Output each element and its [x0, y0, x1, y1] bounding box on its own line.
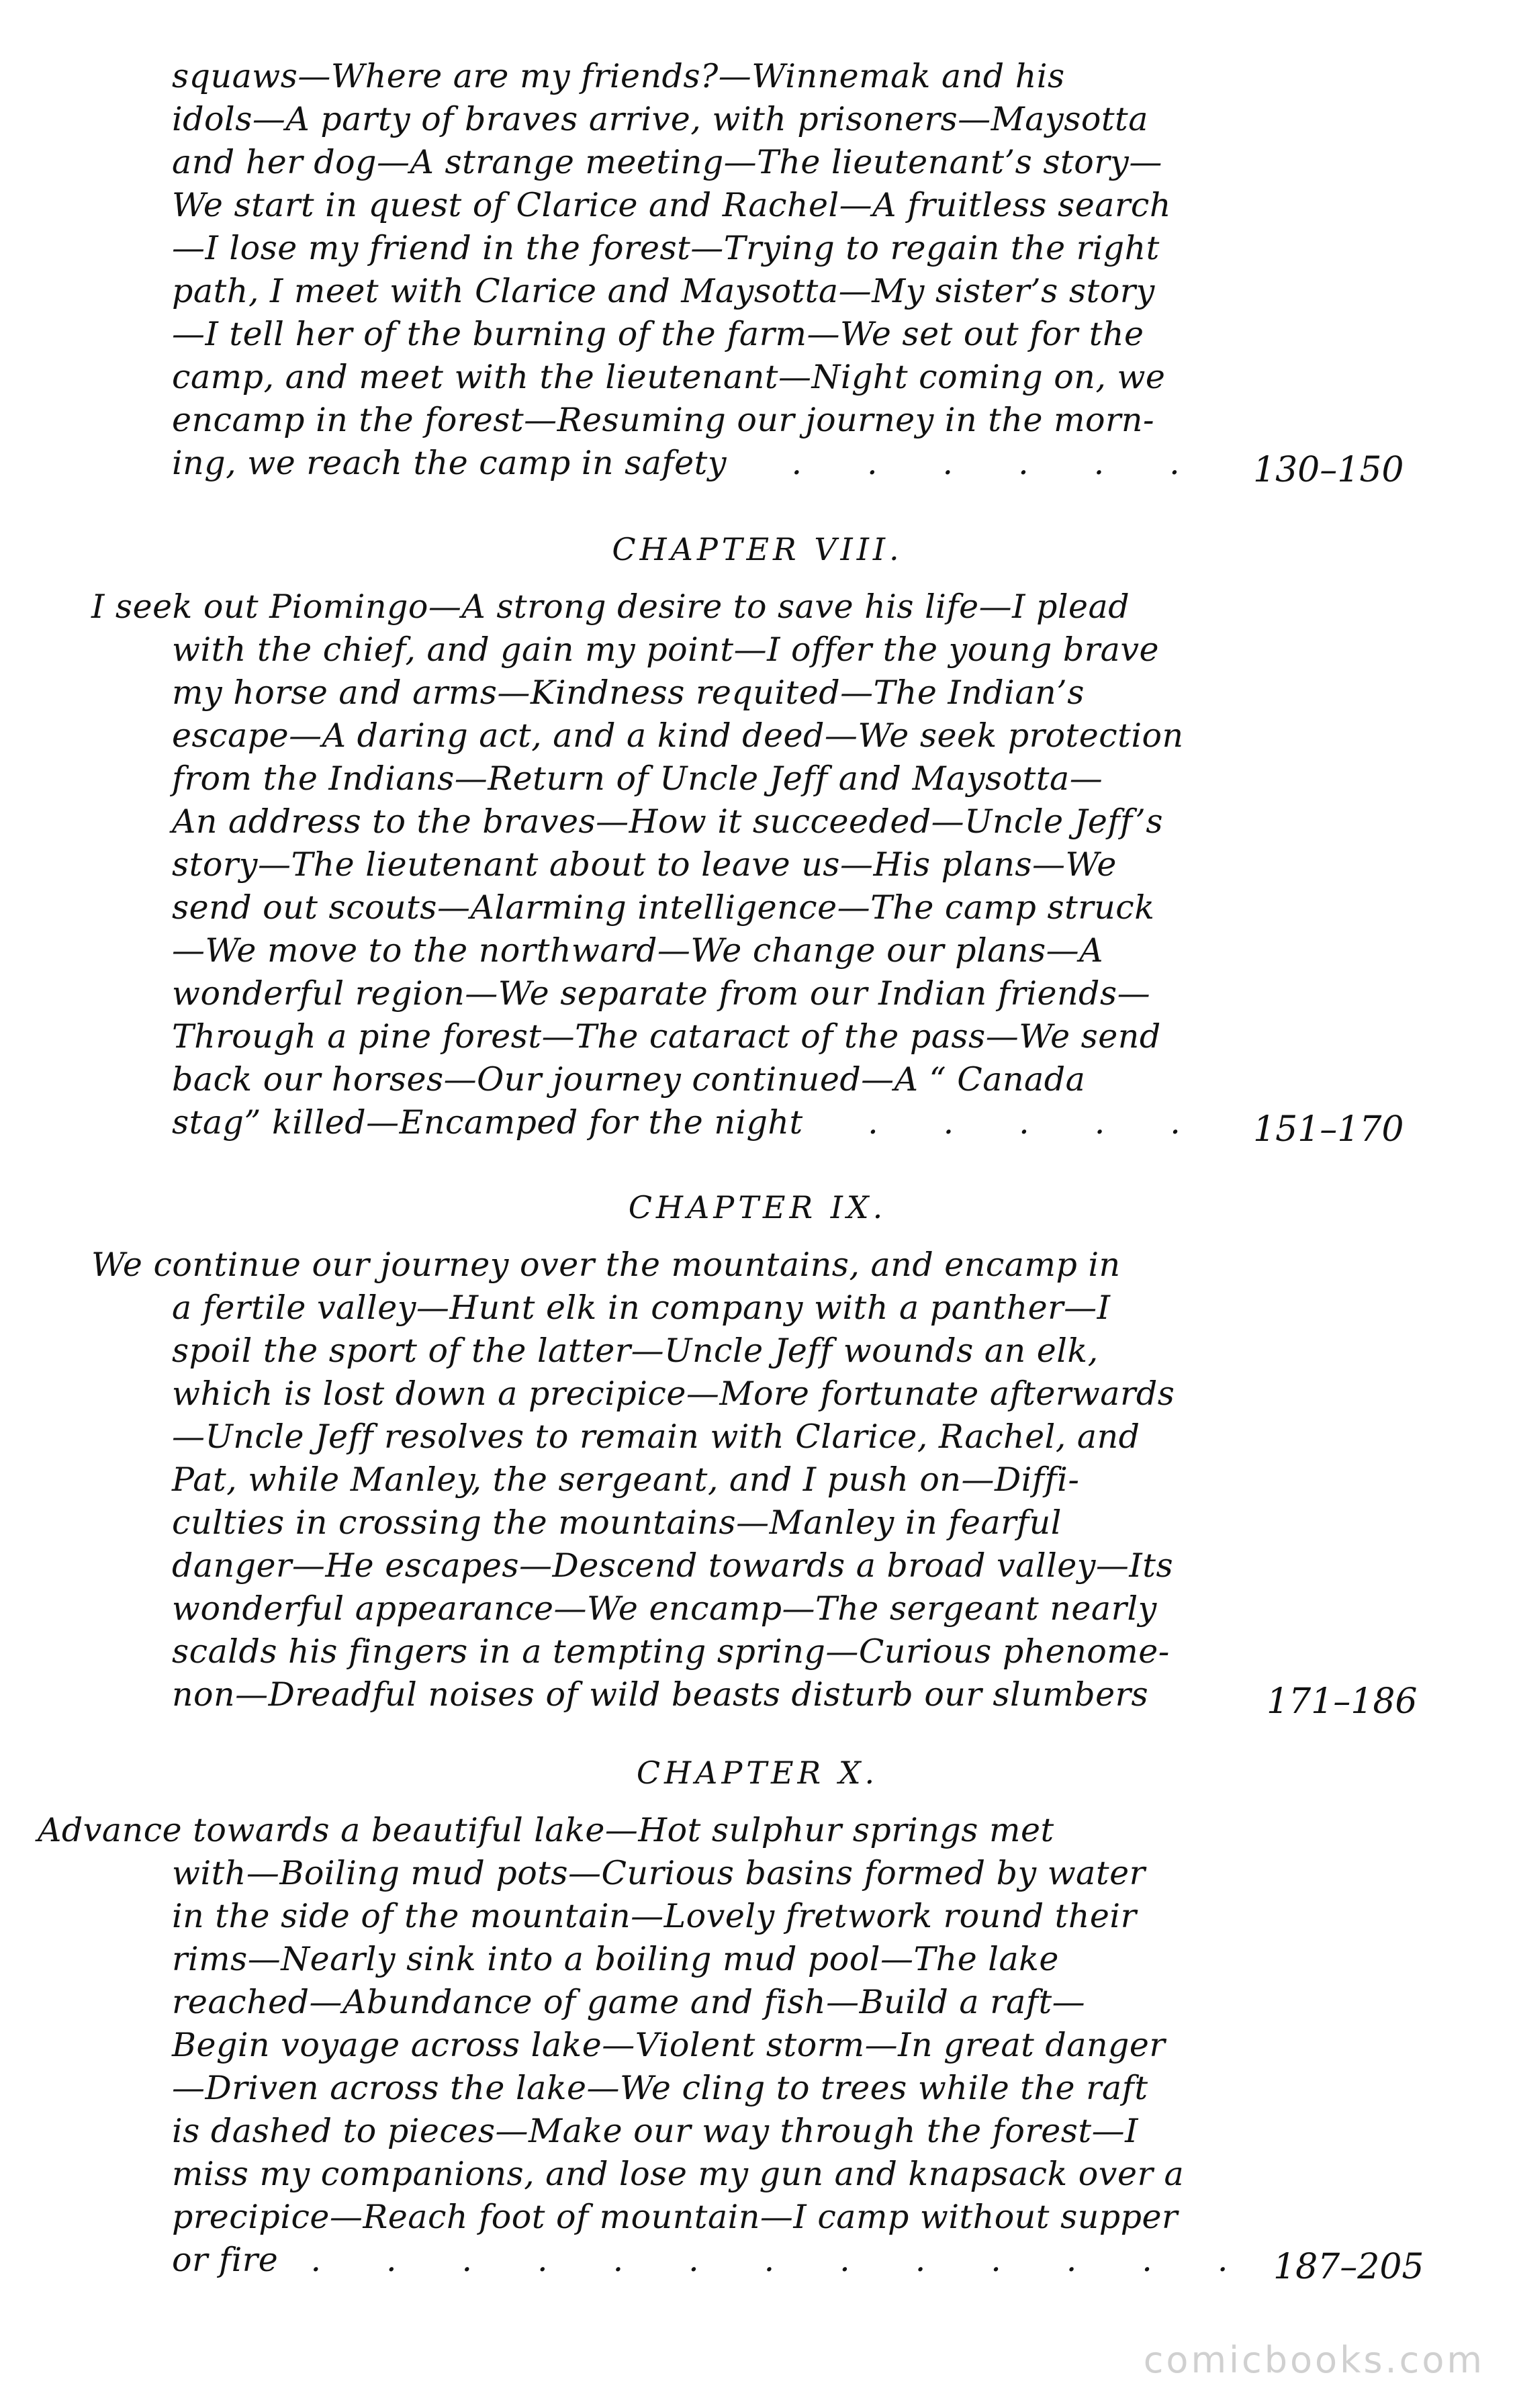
- toc-line: encamp in the forest—Resuming our journey in the morn-: [172, 401, 1155, 439]
- toc-line: escape—A daring act, and a kind deed—We seek protection: [172, 716, 1184, 755]
- toc-line: —Uncle Jeff resolves to remain with Clarice, Rachel, and: [172, 1418, 1140, 1456]
- toc-line: reached—Abundance of game and fish—Build a raft—: [172, 1983, 1086, 2021]
- toc-line: back our horses—Our journey continued—A “ Canada: [172, 1060, 1086, 1099]
- toc-line: in the side of the mountain—Lovely fretwork round their: [172, 1897, 1137, 1935]
- toc-line: send out scouts—Alarming intelligence—The camp struck: [172, 888, 1155, 927]
- toc-line: wonderful region—We separate from our Indian friends—: [172, 974, 1151, 1013]
- toc-line: idols—A party of braves arrive, with prisoners—Maysotta: [172, 100, 1148, 138]
- toc-line: squaws—Where are my friends?—Winnemak and his: [172, 57, 1065, 95]
- site-watermark: comicbooks.com: [1143, 2339, 1485, 2381]
- toc-line: precipice—Reach foot of mountain—I camp without supper: [172, 2198, 1178, 2236]
- toc-line: miss my companions, and lose my gun and knapsack over a: [172, 2155, 1185, 2193]
- chapter-heading: CHAPTER IX.: [628, 1189, 887, 1225]
- page-range: 151–170: [1253, 1109, 1404, 1150]
- toc-line: —We move to the northward—We change our plans—A: [172, 931, 1103, 970]
- chapter-heading: CHAPTER VIII.: [612, 531, 903, 567]
- toc-line: Pat, while Manley, the sergeant, and I push on—Diffi-: [172, 1461, 1080, 1499]
- toc-line: Begin voyage across lake—Violent storm—In great danger: [172, 2026, 1166, 2064]
- toc-line: from the Indians—Return of Uncle Jeff and Maysotta—: [172, 759, 1103, 798]
- toc-line: path, I meet with Clarice and Maysotta—My sister’s story: [172, 272, 1155, 310]
- toc-line: spoil the sport of the latter—Uncle Jeff wounds an elk,: [172, 1332, 1099, 1370]
- toc-line: or fire . . . . . . . . . . . . .: [172, 2241, 1228, 2279]
- toc-line: story—The lieutenant about to leave us—His plans—We: [172, 845, 1117, 884]
- toc-line: which is lost down a precipice—More fortunate afterwards: [172, 1375, 1175, 1413]
- toc-line: I seek out Piomingo—A strong desire to save his life—I plead: [91, 588, 1130, 626]
- page-range: 130–150: [1253, 450, 1404, 490]
- toc-line: culties in crossing the mountains—Manley in fearful: [172, 1503, 1062, 1542]
- toc-line: my horse and arms—Kindness requited—The Indian’s: [172, 674, 1085, 712]
- toc-line: danger—He escapes—Descend towards a broad valley—Its: [172, 1546, 1174, 1585]
- toc-line: An address to the braves—How it succeeded—Uncle Jeff’s: [172, 802, 1163, 841]
- toc-line: and her dog—A strange meeting—The lieutenant’s story—: [172, 143, 1162, 181]
- toc-line: wonderful appearance—We encamp—The sergeant nearly: [172, 1589, 1157, 1628]
- toc-line: —I tell her of the burning of the farm—We set out for the: [172, 315, 1144, 353]
- toc-line: with—Boiling mud pots—Curious basins formed by water: [172, 1854, 1146, 1892]
- chapter-heading: CHAPTER X.: [636, 1755, 879, 1791]
- toc-line: stag” killed—Encamped for the night . . . . .: [172, 1103, 1181, 1142]
- toc-line: a fertile valley—Hunt elk in company with a panther—I: [172, 1289, 1111, 1327]
- toc-line: We start in quest of Clarice and Rachel—A fruitless search: [172, 186, 1171, 224]
- page-range: 171–186: [1267, 1681, 1418, 1722]
- toc-line: rims—Nearly sink into a boiling mud pool—The lake: [172, 1940, 1059, 1978]
- page-range: 187–205: [1273, 2247, 1424, 2287]
- toc-line: camp, and meet with the lieutenant—Night coming on, we: [172, 358, 1166, 396]
- toc-line: scalds his fingers in a tempting spring—Curious phenome-: [172, 1632, 1170, 1671]
- toc-line: ing, we reach the camp in safety . . . . . .: [172, 444, 1181, 482]
- toc-line: —Driven across the lake—We cling to trees while the raft: [172, 2069, 1148, 2107]
- toc-line: Through a pine forest—The cataract of the pass—We send: [172, 1017, 1161, 1056]
- toc-line: is dashed to pieces—Make our way through the forest—I: [172, 2112, 1138, 2150]
- toc-line: with the chief, and gain my point—I offer the young brave: [172, 631, 1160, 669]
- toc-line: non—Dreadful noises of wild beasts disturb our slumbers: [172, 1675, 1149, 1714]
- toc-line: We continue our journey over the mountains, and encamp in: [91, 1246, 1121, 1284]
- toc-line: Advance towards a beautiful lake—Hot sulphur springs met: [38, 1811, 1054, 1849]
- toc-line: —I lose my friend in the forest—Trying to regain the right: [172, 229, 1160, 267]
